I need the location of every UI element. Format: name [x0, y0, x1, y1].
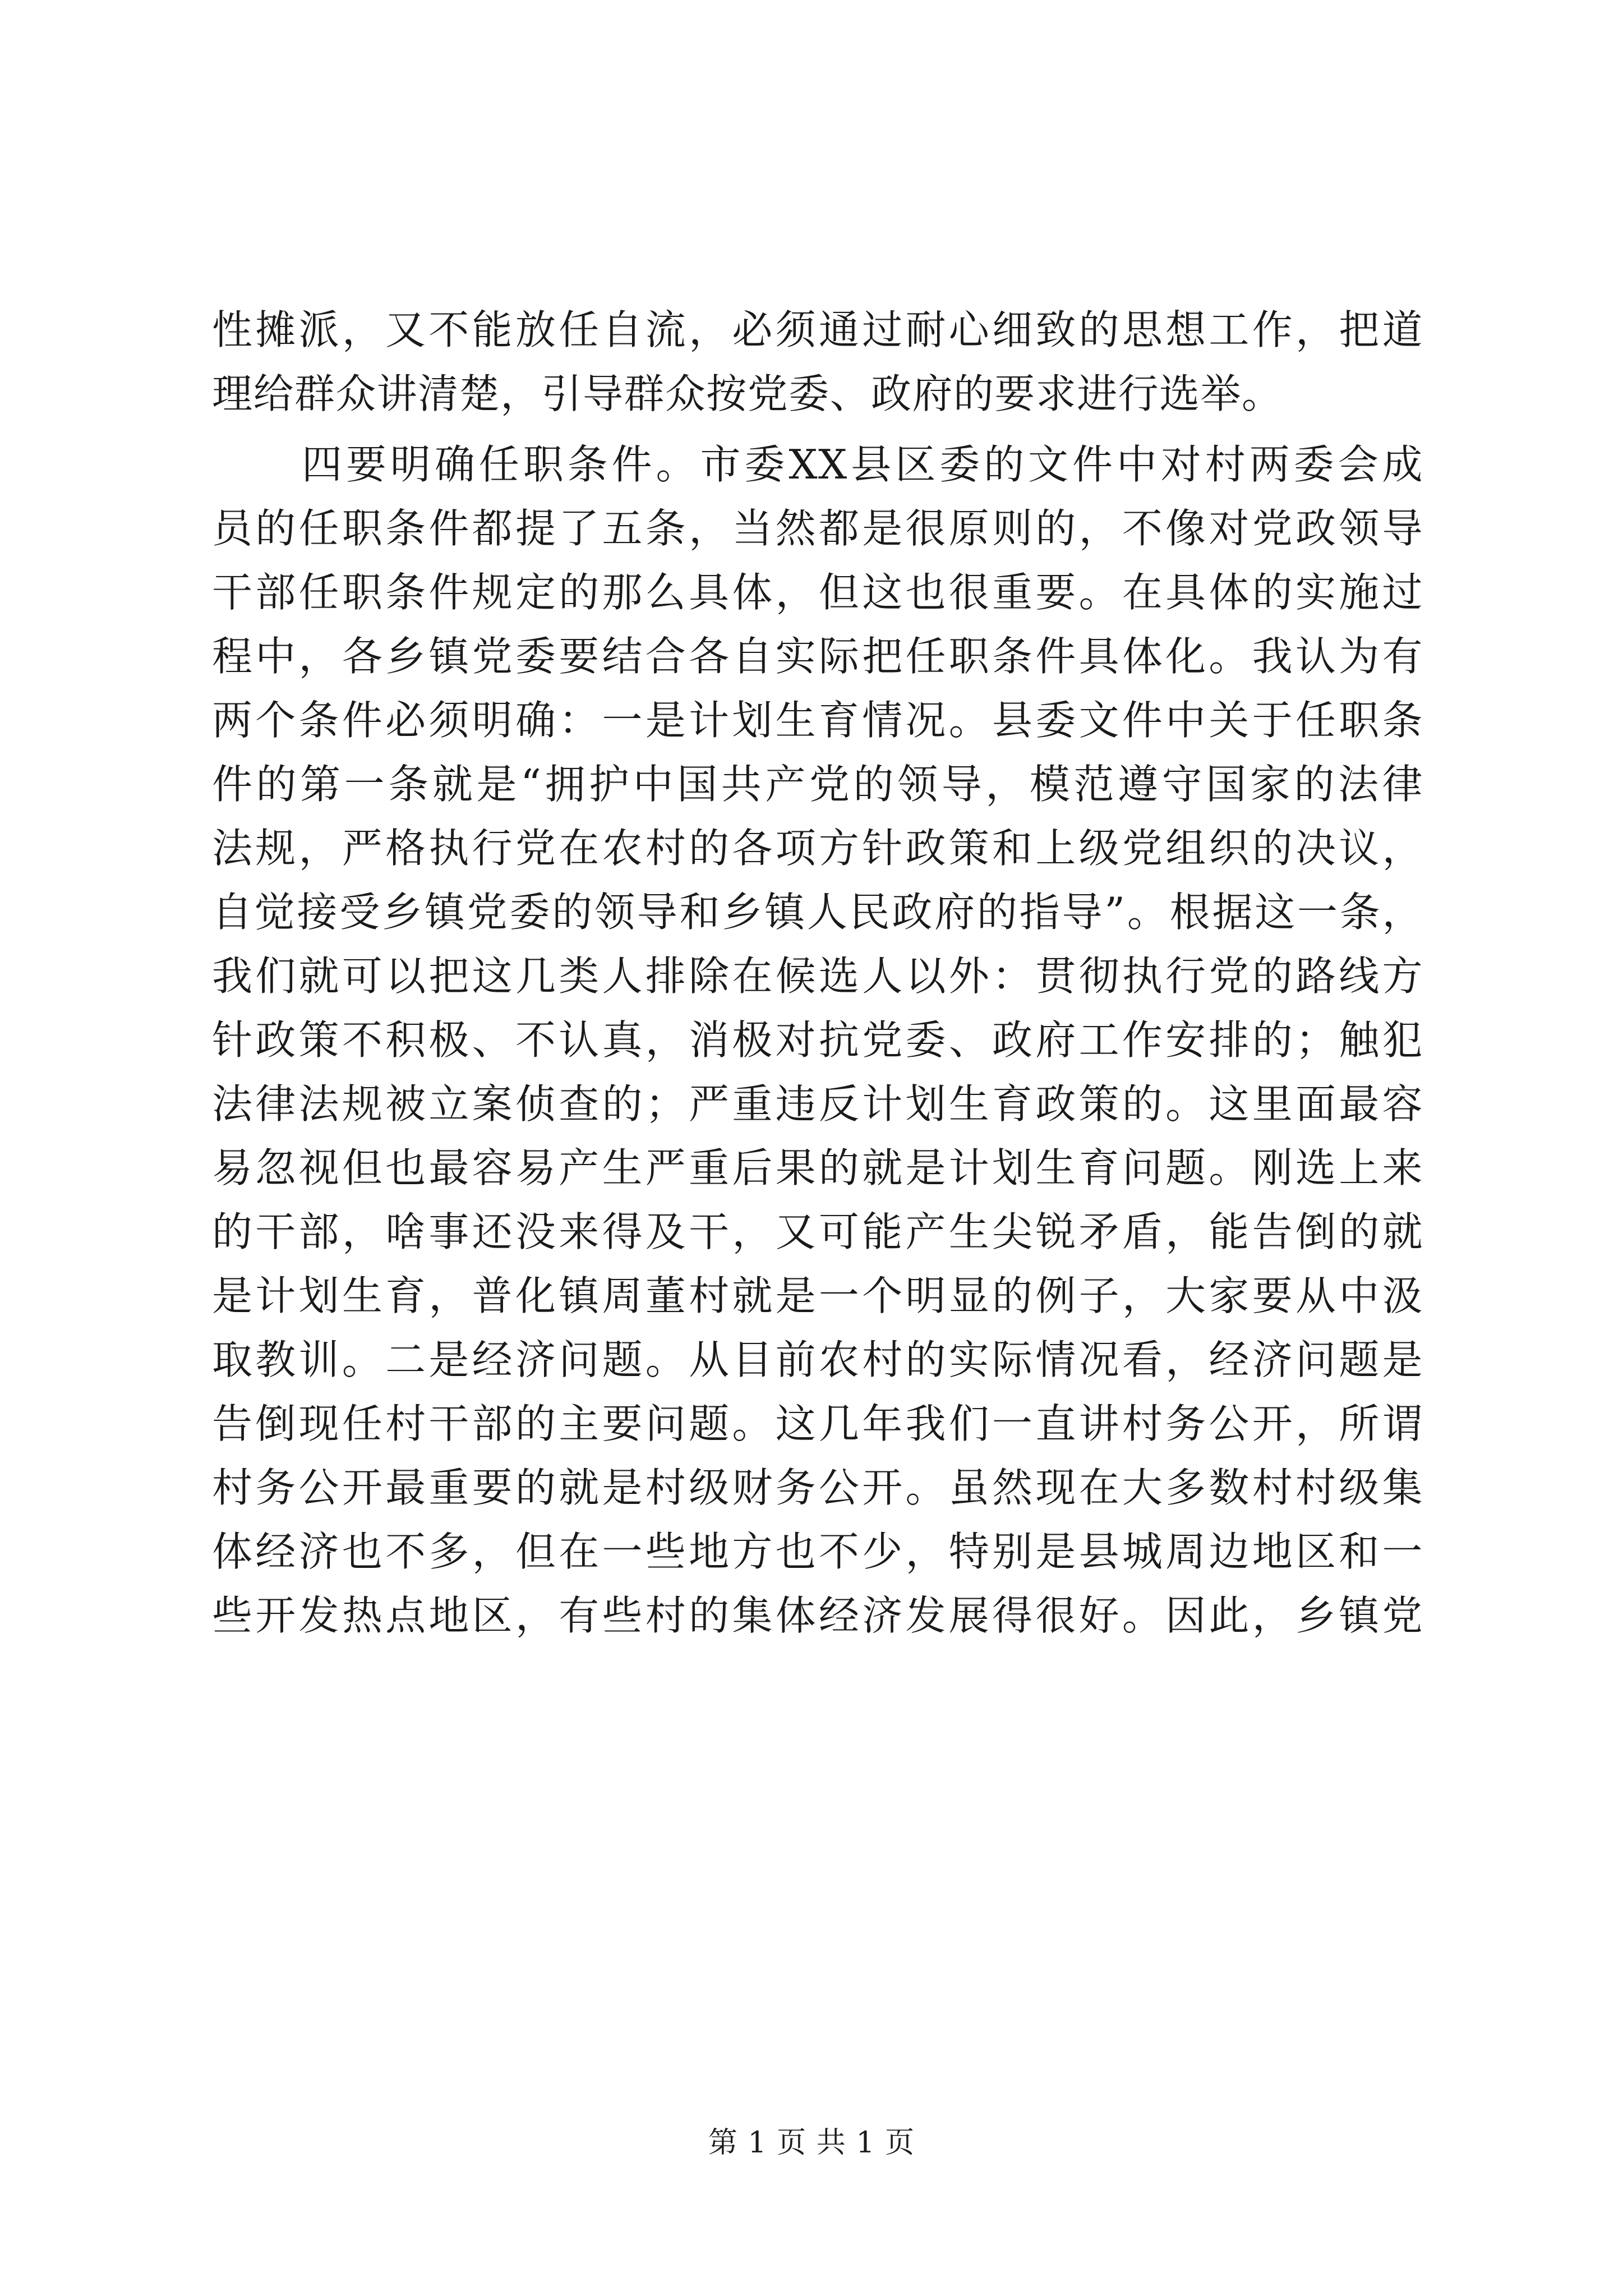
text-line: 法规，严格执行党在农村的各项方针政策和上级党组织的决议， [212, 825, 1423, 872]
text-line: 是计划生育，普化镇周董村就是一个明显的例子，大家要从中汲 [212, 1272, 1423, 1319]
text-line: 程中，各乡镇党委要结合各自实际把任职条件具体化。我认为有 [212, 633, 1423, 680]
text-line: 易忽视但也最容易产生严重后果的就是计划生育问题。刚选上来 [212, 1144, 1423, 1191]
text-line: 性摊派，又不能放任自流，必须通过耐心细致的思想工作，把道 [212, 306, 1423, 353]
text-line: 自觉接受乡镇党委的领导和乡镇人民政府的指导”。根据这一条， [212, 889, 1423, 936]
text-line: 四要明确任职条件。市委XX县区委的文件中对村两委会成 [302, 441, 1423, 488]
text-line: 法律法规被立案侦查的；严重违反计划生育政策的。这里面最容 [212, 1080, 1423, 1128]
text-line: 干部任职条件规定的那么具体，但这也很重要。在具体的实施过 [212, 569, 1423, 616]
text-line: 村务公开最重要的就是村级财务公开。虽然现在大多数村村级集 [212, 1464, 1423, 1511]
text-line: 针政策不积极、不认真，消极对抗党委、政府工作安排的；触犯 [212, 1016, 1423, 1064]
text-line: 两个条件必须明确：一是计划生育情况。县委文件中关于任职条 [212, 697, 1423, 744]
text-line: 取教训。二是经济问题。从目前农村的实际情况看，经济问题是 [212, 1336, 1423, 1383]
text-line: 员的任职条件都提了五条，当然都是很原则的，不像对党政领导 [212, 505, 1423, 552]
text-line: 理给群众讲清楚，引导群众按党委、政府的要求进行选举。 [212, 370, 1283, 417]
text-line: 件的第一条就是“拥护中国共产党的领导，模范遵守国家的法律 [212, 761, 1423, 808]
text-line: 的干部，啥事还没来得及干，又可能产生尖锐矛盾，能告倒的就 [212, 1208, 1423, 1255]
page-number-footer: 第 1 页 共 1 页 [708, 2126, 915, 2160]
text-line: 我们就可以把这几类人排除在候选人以外：贯彻执行党的路线方 [212, 953, 1423, 1000]
text-line: 告倒现任村干部的主要问题。这几年我们一直讲村务公开，所谓 [212, 1400, 1423, 1447]
text-line: 体经济也不多，但在一些地方也不少，特别是县城周边地区和一 [212, 1528, 1423, 1575]
text-line: 些开发热点地区，有些村的集体经济发展得很好。因此，乡镇党 [212, 1592, 1423, 1639]
